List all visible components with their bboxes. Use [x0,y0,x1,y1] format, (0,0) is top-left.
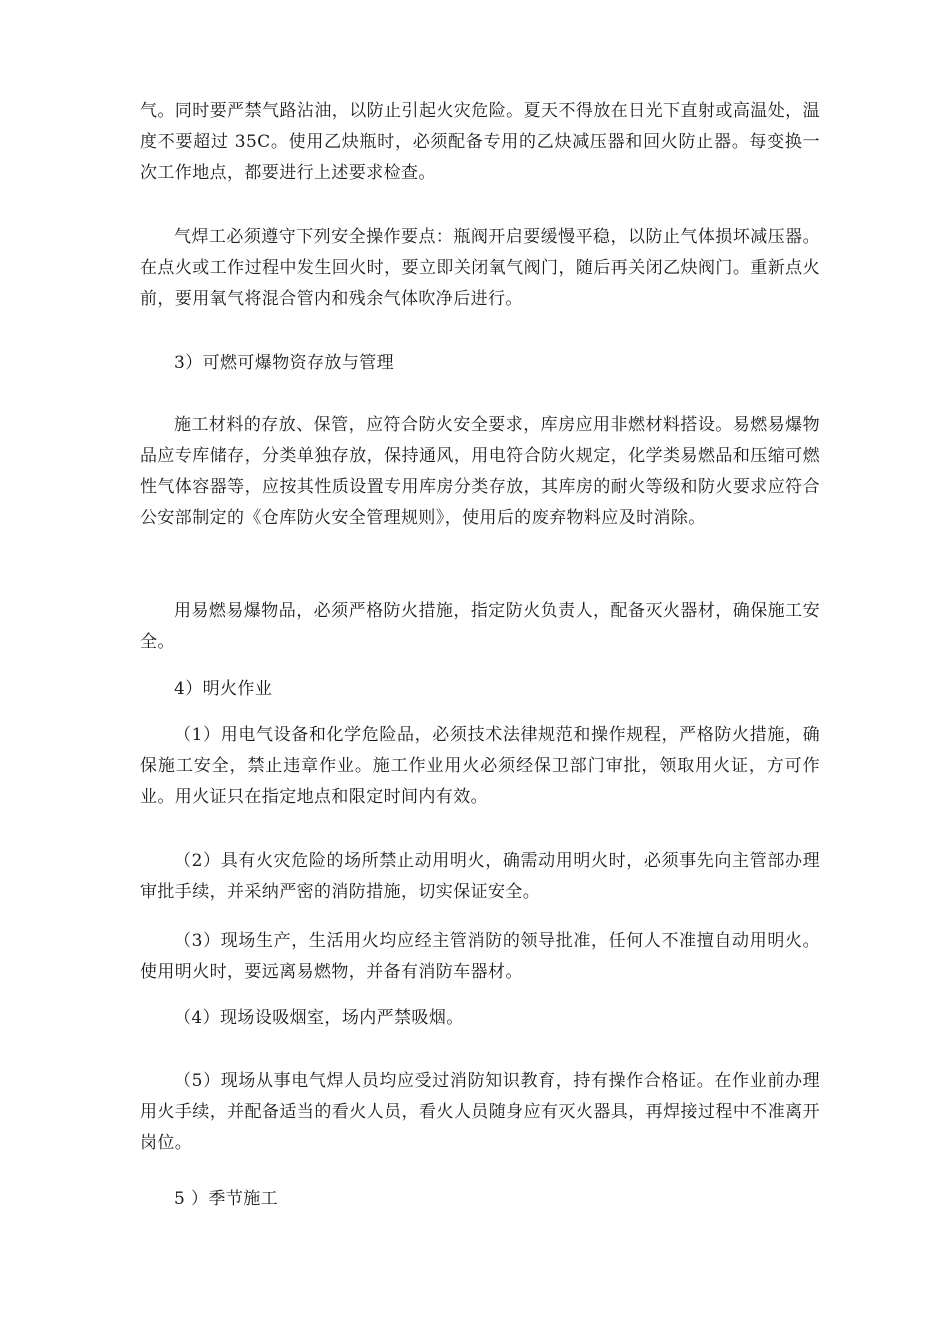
paragraph-open-fire-item-3: （3）现场生产，生活用火均应经主管消防的领导批准，任何人不准擅自动用明火。使用明火时，要远离易燃物，并备有消防车器材。 [140,931,820,982]
paragraph-flammable-use: 用易燃易爆物品，必须严格防火措施，指定防火负责人，配备灭火器材，确保施工安全。 [140,601,820,652]
section-heading-seasonal-construction: 5 ）季节施工 [174,1189,279,1209]
paragraph-open-fire-item-5: （5）现场从事电气焊人员均应受过消防知识教育，持有操作合格证。在作业前办理用火手续，并配备适当的看火人员，看火人员随身应有灭火器具，再焊接过程中不准离开岗位。 [140,1071,820,1153]
paragraph-gas-welder-rules: 气焊工必须遵守下列安全操作要点：瓶阀开启要缓慢平稳，以防止气体损坏减压器。在点火或工作过程中发生回火时，要立即关闭氧气阀门，随后再关闭乙炔阀门。重新点火前，要用氧气将混合管内和残余气体吹净后进行。 [140,227,820,309]
section-heading-open-fire: 4）明火作业 [174,679,273,699]
section-heading-flammable-storage: 3）可燃可爆物资存放与管理 [174,353,395,373]
paragraph-gas-cylinder-storage: 气。同时要严禁气路沾油，以防止引起火灾危险。夏天不得放在日光下直射或高温处，温度不要超过 35C。使用乙炔瓶时，必须配备专用的乙炔减压器和回火防止器。每变换一次工作地点，都要进行上述要求检查。 [140,101,820,183]
paragraph-open-fire-item-2: （2）具有火灾危险的场所禁止动用明火，确需动用明火时，必须事先向主管部办理审批手续，并采纳严密的消防措施，切实保证安全。 [140,851,820,902]
paragraph-open-fire-item-1: （1）用电气设备和化学危险品，必须技术法律规范和操作规程，严格防火措施，确保施工安全，禁止违章作业。施工作业用火必须经保卫部门审批，领取用火证，方可作业。用火证只在指定地点和限定时间内有效。 [140,725,820,807]
paragraph-open-fire-item-4: （4）现场设吸烟室，场内严禁吸烟。 [174,1008,464,1028]
paragraph-material-storage: 施工材料的存放、保管，应符合防火安全要求，库房应用非燃材料搭设。易燃易爆物品应专库储存，分类单独存放，保持通风，用电符合防火规定，化学类易燃品和压缩可燃性气体容器等，应按其性质设置专用库房分类存放，其库房的耐火等级和防火要求应符合公安部制定的《仓库防火安全管理规则》，使用后的废弃物料应及时消除。 [140,415,820,528]
